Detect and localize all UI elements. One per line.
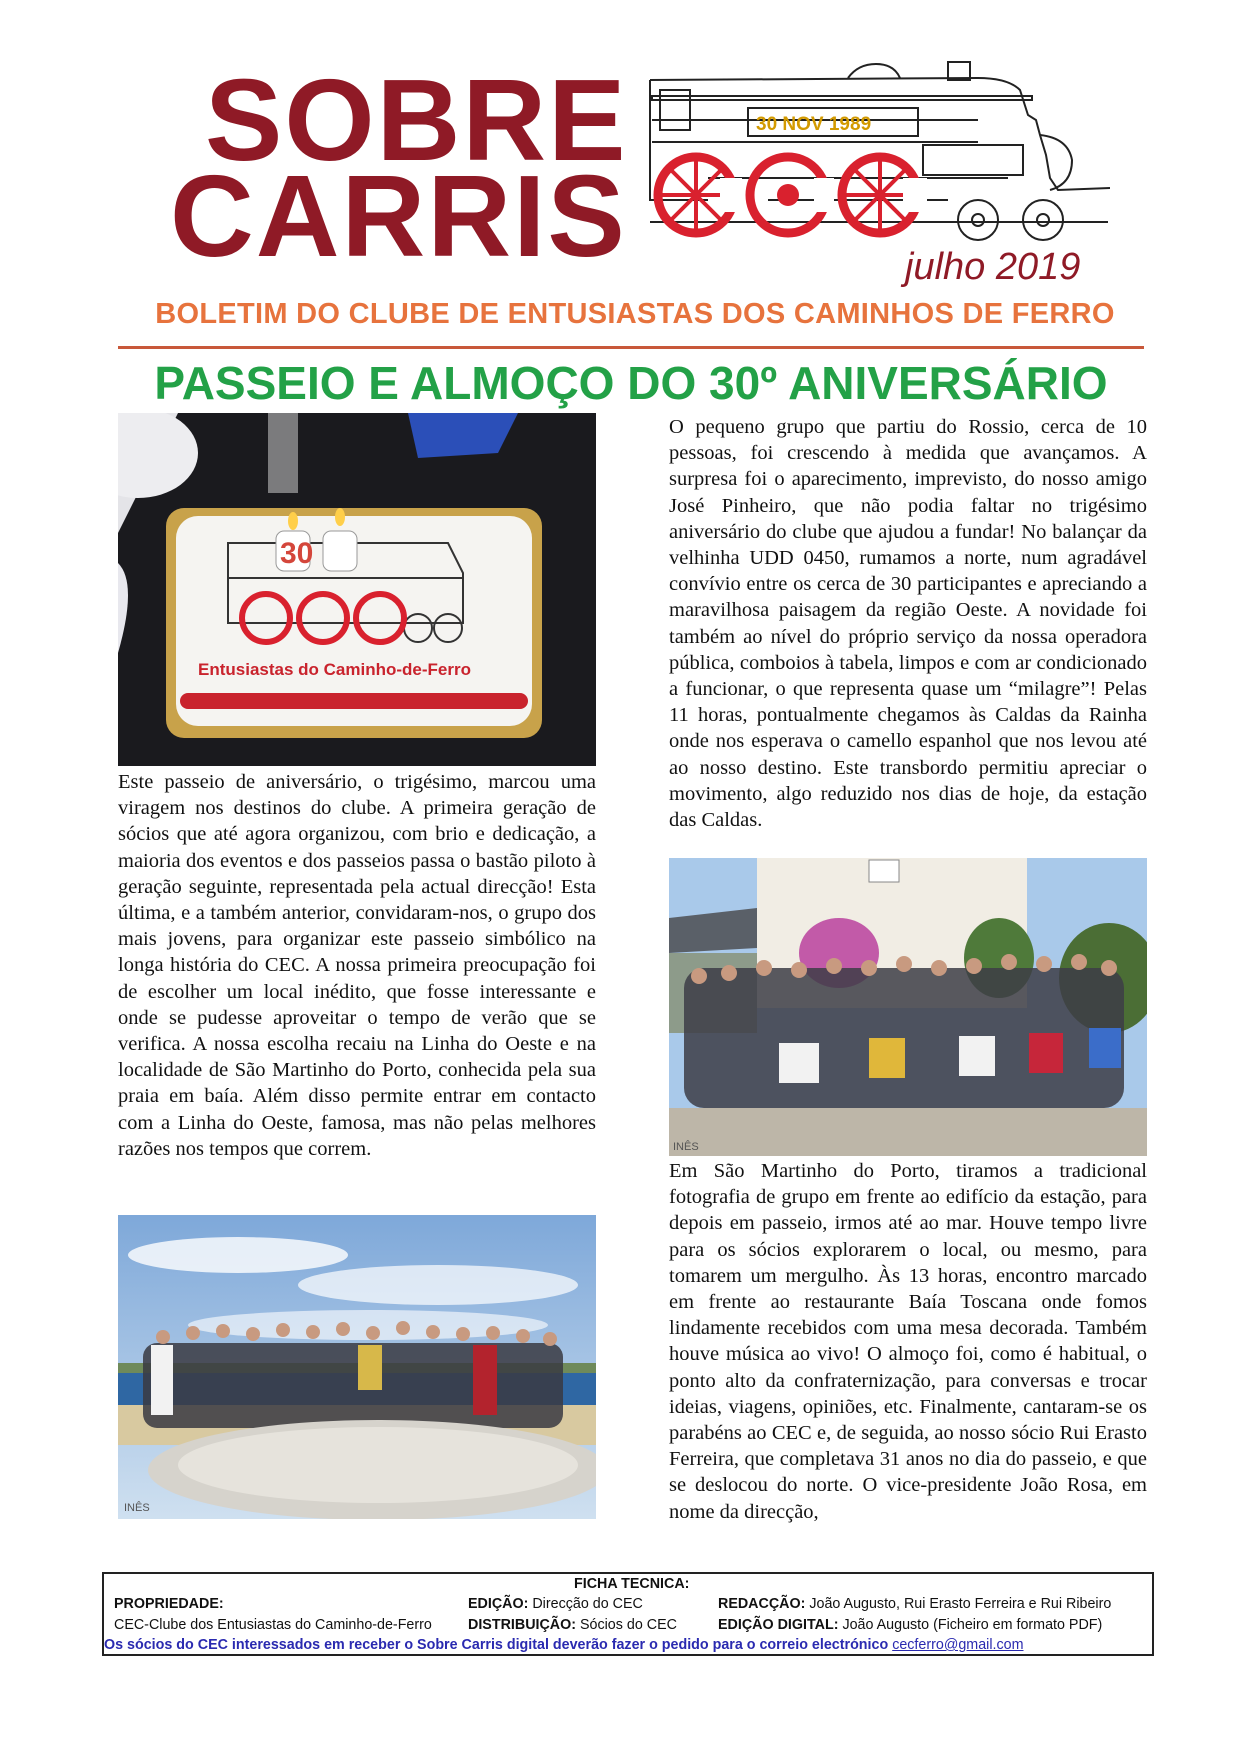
article-paragraph-left: Este passeio de aniversário, o trigésimo, marcou uma viragem nos destinos do clube. A primeira geração de sócios que até agora organizou, com brio e dedicação, a maioria dos eventos e dos passeios passa o bastão piloto à geração seguinte, representada pela actual direcção! Esta última, e a também anterior, convidaram-nos, o grupo dos mais jovens, para organizar este passeio simbólico na longa história do CEC. A nossa primeira preocupação foi de escolher um local inédito, que fosse interessante e onde se pudesse aproveitar o tempo de verão que se verifica. A nossa escolha recaiu na Linha do Oeste e na localidade de São Martinho do Porto, conhecida pela sua praia em baía. Além disso permite entrar em contacto com a Linha do Oeste, famosa, mas não pelas melhores razões nos tempos que correm. xyxy=(118,771,596,1160)
cake-candles-number: 30 xyxy=(280,537,314,570)
bulletin-subtitle: BOLETIM DO CLUBE DE ENTUSIASTAS DOS CAMINHOS DE FERRO xyxy=(155,298,1115,330)
edicao-digital-entry xyxy=(718,1617,1102,1633)
edicao-label: EDIÇÃO: xyxy=(468,1596,529,1612)
logo-date: 30 NOV 1989 xyxy=(756,114,872,135)
ficha-tecnica-box xyxy=(102,1572,1154,1656)
distribuicao-label: DISTRIBUIÇÃO: xyxy=(468,1617,577,1633)
header-divider xyxy=(118,346,1144,349)
footer-note: Os sócios do CEC interessados em receber o Sobre Carris digital deverão fazer o pedido para o correio electrónico xyxy=(104,1637,889,1653)
masthead-title-line1: SOBRE xyxy=(205,55,628,185)
email-link[interactable]: cecferro@gmail.com xyxy=(892,1637,1024,1653)
article-paragraph-right-top: O pequeno grupo que partiu do Rossio, cerca de 10 pessoas, foi crescendo à medida que avançamos. A surpresa foi o aparecimento, imprevisto, do nosso amigo José Pinheiro, que não podia faltar no trigésimo aniversário do clube que ajudou a fundar! No balançar da velhinha UDD 0450, rumamos a norte, num agradável convívio entre os cerca de 30 participantes e apreciando a maravilhosa paisagem da região Oeste. A novidade foi também ao nível do próprio serviço da nossa operadora pública, comboios à tabela, limpos e com ar condicionado a funcionar, o que representa quase um “milagre”! Pelas 11 horas, pontualmente chegamos às Caldas da Rainha onde nos esperava o camello espanhol que nos levou até ao nosso destino. Este transbordo permitiu apreciar o movimento, algo reduzido nos dias de hoje, da estação das Caldas. xyxy=(669,416,1147,832)
edicao-digital-value: João Augusto (Ficheiro em formato PDF) xyxy=(842,1617,1103,1633)
photo-watermark: INÊS xyxy=(124,1502,150,1514)
article-paragraph-right-bottom: Em São Martinho do Porto, tiramos a tradicional fotografia de grupo em frente ao edifício da estação, para depois em passeio, irmos até ao mar. Houve tempo livre para os sócios explorarem o local, ou mesmo, para tomarem um mergulho. Às 13 horas, encontro marcado em frente ao restaurante Baía Toscana onde fomos lindamente recebidos com uma mesa decorada. Também houve música ao vivo! O almoço foi, como é habitual, o ponto alto da confraternização, para conversas e trocar ideias, viagens, opiniões, etc. Finalmente, cantaram-se os parabéns ao CEC e, de seguida, ao nosso sócio Rui Erasto Ferreira, que completava 31 anos no dia do passeio, e que se deslocou do norte. O vice-presidente João Rosa, em nome da direcção, xyxy=(669,1160,1147,1523)
edicao-entry xyxy=(468,1596,643,1612)
edicao-value: Direcção do CEC xyxy=(532,1596,643,1612)
footer-note-line xyxy=(104,1637,1024,1653)
steam-locomotive-drawing xyxy=(648,60,1110,250)
cake-photo xyxy=(118,413,596,766)
distribuicao-value: Sócios do CEC xyxy=(580,1617,677,1633)
ficha-tecnica-heading: FICHA TECNICA: xyxy=(574,1576,690,1592)
photo-watermark-station: INÊS xyxy=(673,1141,699,1153)
station-group-photo xyxy=(669,858,1147,1156)
redaccao-value: João Augusto, Rui Erasto Ferreira e Rui Ribeiro xyxy=(809,1596,1112,1612)
issue-date: julho 2019 xyxy=(905,246,1081,288)
redaccao-entry xyxy=(718,1596,1111,1612)
edicao-digital-label: EDIÇÃO DIGITAL: xyxy=(718,1617,839,1633)
article-headline: PASSEIO E ALMOÇO DO 30º ANIVERSÁRIO xyxy=(154,357,1108,409)
propriedade-value: CEC-Clube dos Entusiastas do Caminho-de-Ferro xyxy=(114,1617,432,1633)
propriedade-label: PROPRIEDADE: xyxy=(114,1596,224,1612)
beach-group-photo xyxy=(118,1215,596,1519)
distribuicao-entry xyxy=(468,1617,677,1633)
masthead-title-line2: CARRIS xyxy=(170,151,627,281)
cake-inscription: Entusiastas do Caminho-de-Ferro xyxy=(198,660,471,679)
redaccao-label: REDACÇÃO: xyxy=(718,1596,806,1612)
